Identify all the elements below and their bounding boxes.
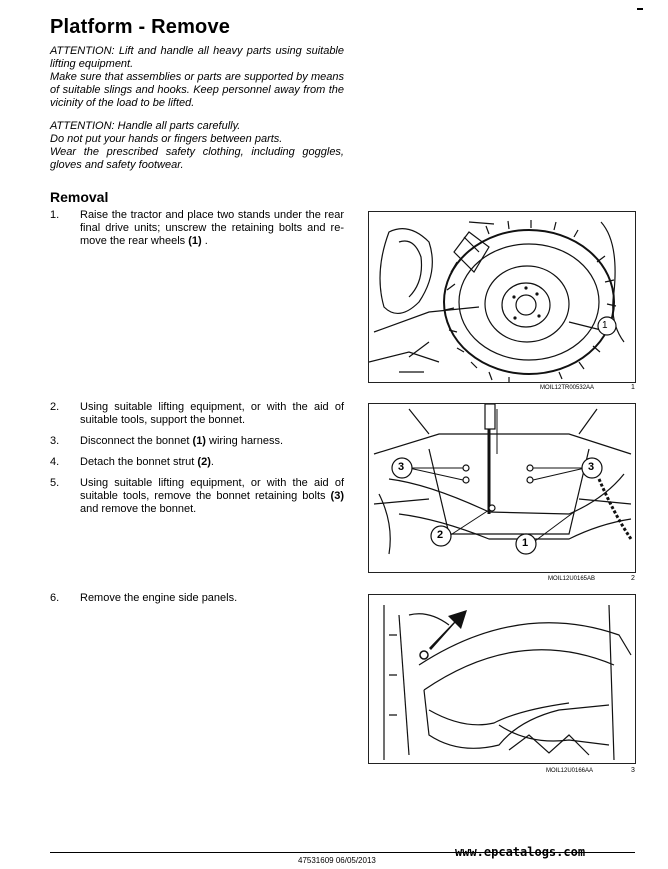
step-text-end: . [210,456,214,468]
watermark: www.epcatalogs.com [455,845,586,859]
step-text: Using suitable lifting equipment, or with the aid of suitable tools, remove the bonnet retaining bolts [80,477,344,502]
warning-lead: ATTENTION: [50,120,115,132]
step-6 [50,592,344,605]
step-number: 1. [50,209,60,221]
warning-line: Make sure that assemblies or parts are supported by means of suitable slings and hooks. Keep personnel away from the vicinity of the load to be lifted. [50,71,344,109]
warning-line: Do not put your hands or fingers between parts. [50,133,283,145]
step-text-end: . [201,235,208,247]
step-4 [50,456,344,469]
figure-callout: 3 [588,461,595,473]
figure-2-image [368,403,636,573]
step-2 [50,401,344,427]
warning-block-1 [50,45,344,110]
step-ref: (2) [197,456,211,468]
figure-code: MOIL12U0166AA [546,768,594,774]
step-number: 5. [50,477,60,489]
step-number: 2. [50,401,60,413]
figure-3-image [368,594,636,764]
figure-callout: 1 [522,537,529,549]
step-text: Remove the engine side panels. [80,592,238,604]
figure-number: 3 [631,767,635,774]
step-text-end: wiring harness. [205,435,284,447]
page-footer: 47531609 06/05/2013 [298,856,376,865]
step-5 [50,477,344,516]
figure-code: MOIL12U0165AB [548,576,596,582]
step-text-end: and remove the bonnet. [80,503,197,515]
figure-1-image [368,211,636,383]
page-title: Platform - Remove [50,16,231,38]
warning-lead: ATTENTION: [50,45,115,57]
step-number: 3. [50,435,60,447]
step-1 [50,209,344,248]
top-rule [637,8,643,10]
warning-block-2 [50,120,344,172]
step-3 [50,435,344,448]
warning-line: Handle all parts carefully. [117,120,241,132]
step-ref: (1) [192,435,206,447]
figure-callout: 3 [398,461,405,473]
step-text: Raise the tractor and place two stands under the rear final drive units; unscrew the retaining bolts and re- move the rear wheels [80,209,344,247]
figure-code: MOIL12TR00532AA [540,385,595,391]
step-text: Using suitable lifting equipment, or with the aid of suitable tools, support the bonnet. [80,401,344,426]
warning-line: Wear the prescribed safety clothing, including goggles, gloves and safety footwear. [50,146,344,171]
figure-callout: 1 [602,320,608,331]
figure-callout: 2 [437,529,444,541]
section-title: Removal [50,189,109,205]
figure-number: 2 [631,575,635,582]
warning-line: Lift and handle all heavy parts using suitable lifting equipment. [50,45,344,70]
step-number: 6. [50,592,60,604]
step-number: 4. [50,456,60,468]
step-text: Detach the bonnet strut [80,456,198,468]
step-text: Disconnect the bonnet [80,435,193,447]
step-ref: (3) [330,490,344,502]
figure-number: 1 [631,384,635,391]
step-ref: (1) [188,235,202,247]
